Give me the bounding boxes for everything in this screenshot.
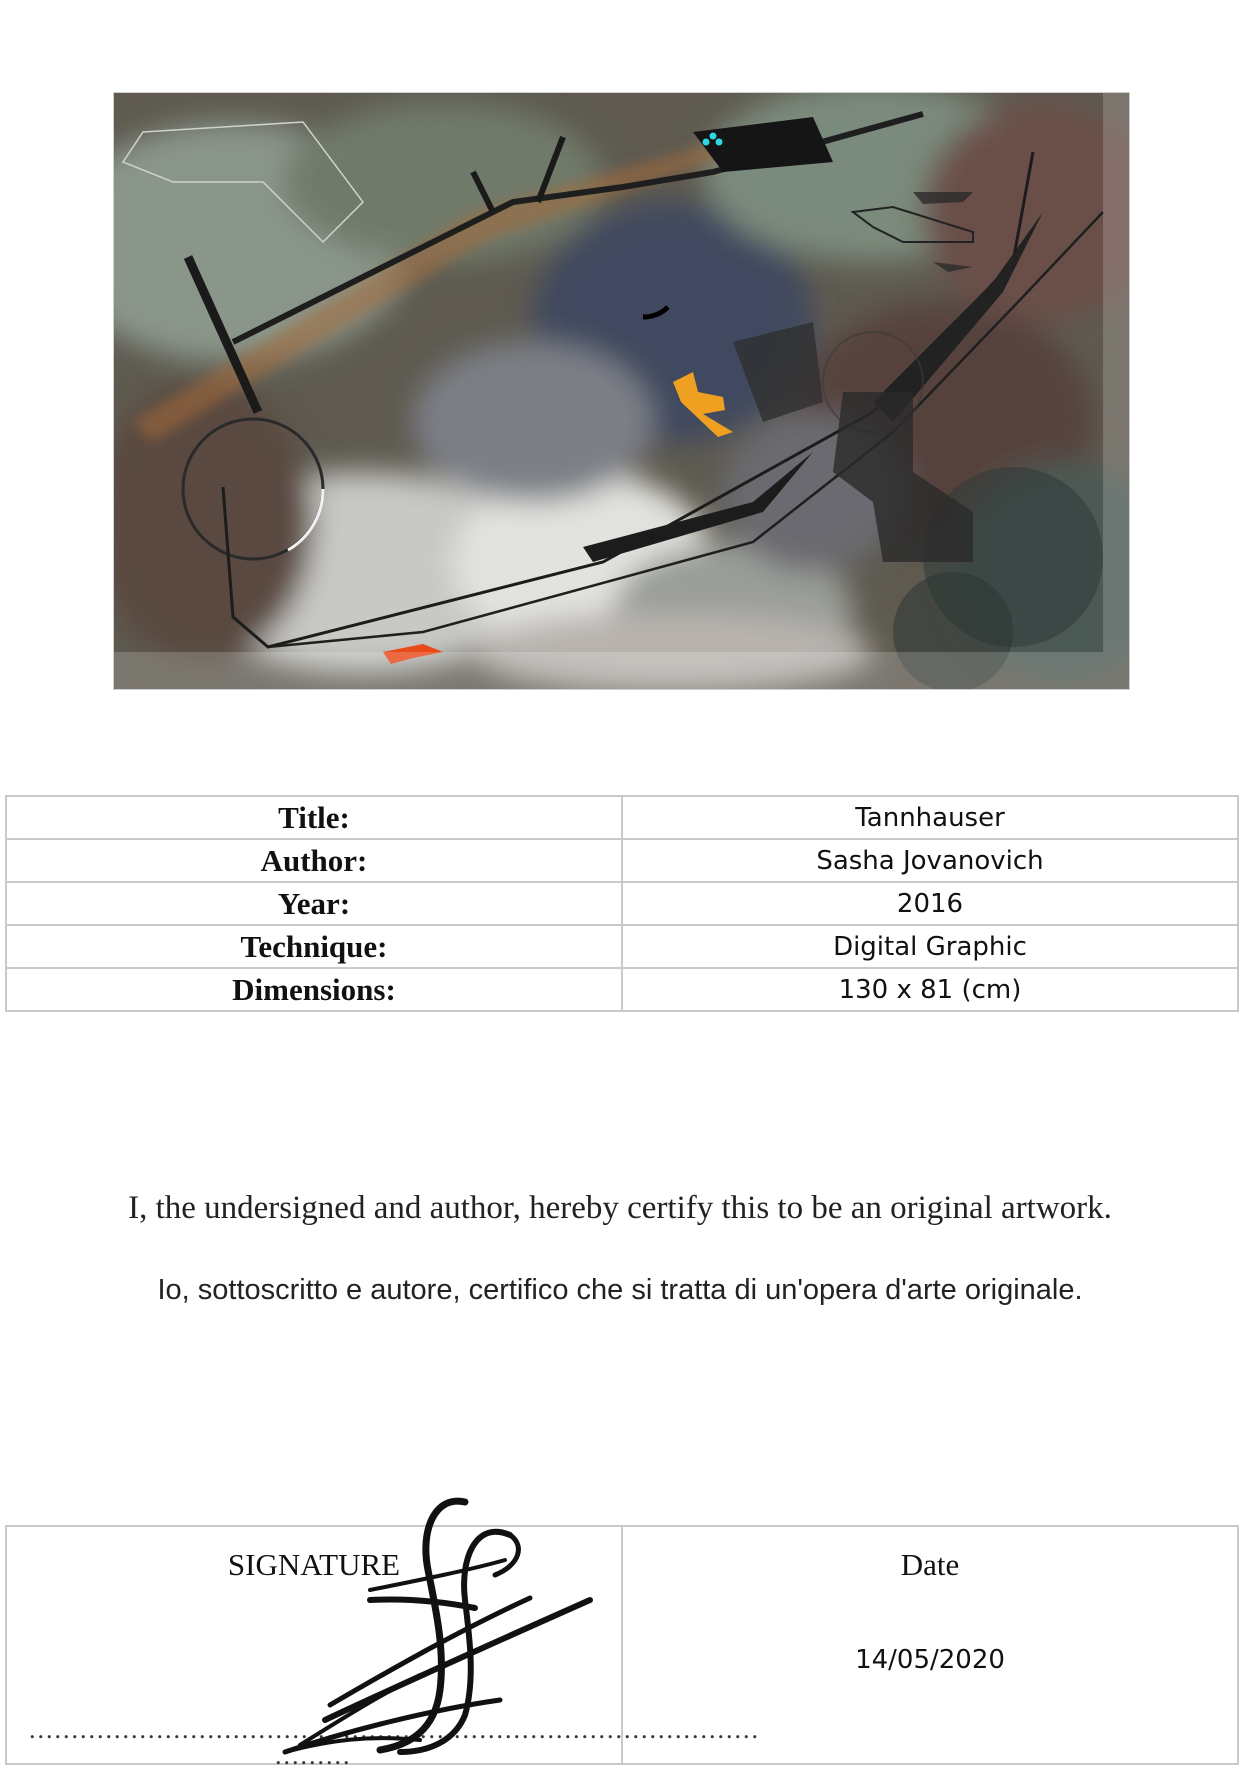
title-label: Title: bbox=[6, 796, 622, 839]
date-label: Date bbox=[900, 1547, 960, 1582]
details-row-title bbox=[6, 796, 1238, 839]
artwork-details-table bbox=[5, 795, 1239, 1012]
artwork-image bbox=[113, 92, 1130, 690]
details-row-author bbox=[6, 839, 1238, 882]
year-value: 2016 bbox=[622, 882, 1238, 925]
certification-english: I, the undersigned and author, hereby certify this to be an original artwork. bbox=[128, 1190, 1112, 1226]
dimensions-value: 130 x 81 (cm) bbox=[622, 968, 1238, 1011]
signature-dotted-line-continued: ......... bbox=[275, 1741, 352, 1770]
signature-label: SIGNATURE bbox=[227, 1547, 401, 1582]
author-value: Sasha Jovanovich bbox=[622, 839, 1238, 882]
details-row-dimensions bbox=[6, 968, 1238, 1011]
title-value: Tannhauser bbox=[622, 796, 1238, 839]
certification-italian: Io, sottoscritto e autore, certifico che si tratta di un'opera d'arte originale. bbox=[157, 1274, 1083, 1306]
details-row-year bbox=[6, 882, 1238, 925]
handwritten-signature bbox=[270, 1490, 600, 1760]
date-value: 14/05/2020 bbox=[855, 1645, 1005, 1675]
year-label: Year: bbox=[6, 882, 622, 925]
dimensions-label: Dimensions: bbox=[6, 968, 622, 1011]
technique-label: Technique: bbox=[6, 925, 622, 968]
technique-value: Digital Graphic bbox=[622, 925, 1238, 968]
author-label: Author: bbox=[6, 839, 622, 882]
date-cell bbox=[622, 1526, 1238, 1764]
signature-date-table bbox=[5, 1525, 1239, 1770]
signature-dotted-line: ...................................................................................... bbox=[29, 1715, 760, 1744]
details-row-technique bbox=[6, 925, 1238, 968]
